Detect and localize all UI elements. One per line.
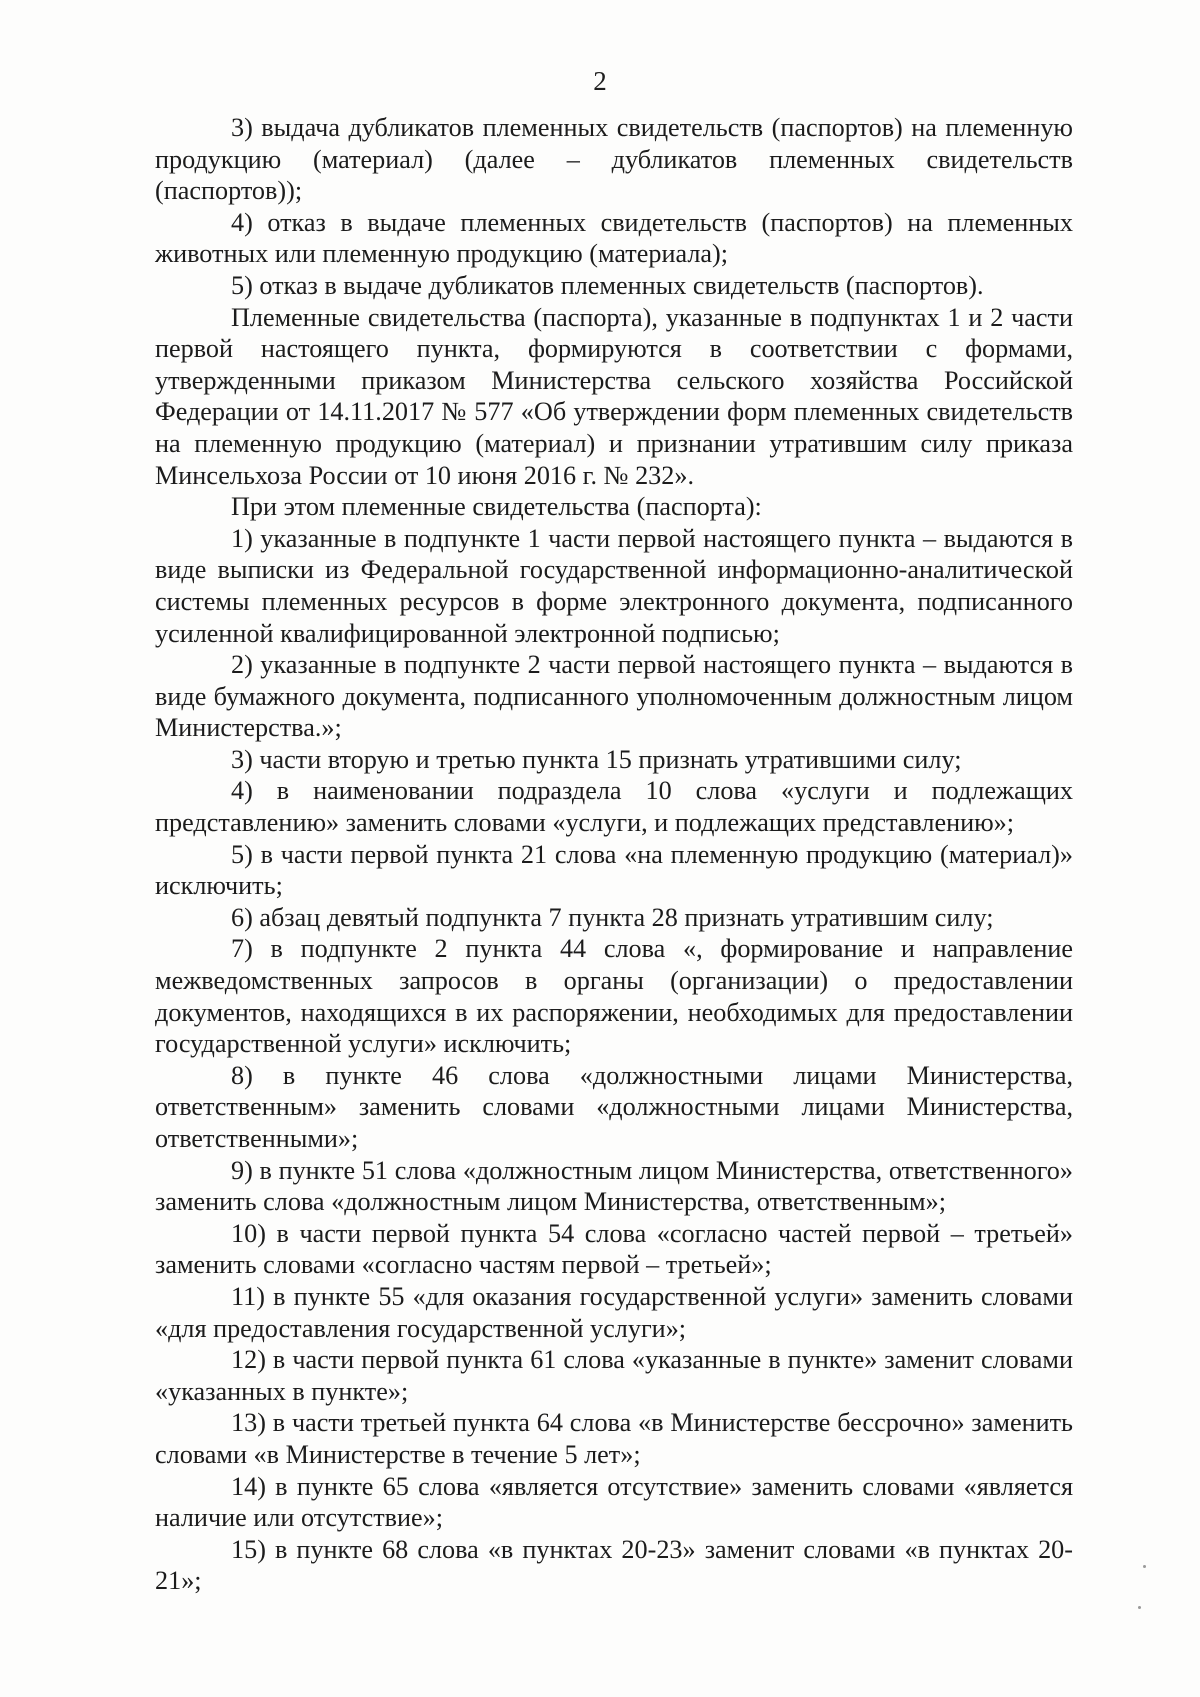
paragraph: 5) отказ в выдаче дубликатов племенных свидетельств (паспортов). <box>231 270 984 300</box>
paragraph: 15) в пункте 68 слова «в пунктах 20-23» заменит словами «в пунктах 20-21»; <box>155 1534 1073 1596</box>
paragraph: 3) части вторую и третью пункта 15 признать утратившими силу; <box>231 744 962 774</box>
document-body <box>155 112 1073 1597</box>
scan-artifact <box>1143 1565 1146 1568</box>
paragraph: 11) в пункте 55 «для оказания государственной услуги» заменить словами «для предоставления государственной услуги»; <box>155 1281 1073 1343</box>
paragraph: 2) указанные в подпункте 2 части первой настоящего пункта – выдаются в виде бумажного документа, подписанного уполномоченным должностным лицом Министерства.»; <box>155 650 1073 743</box>
paragraph: 5) в части первой пункта 21 слова «на племенную продукцию (материал)» исключить; <box>155 839 1073 901</box>
paragraph: 4) отказ в выдаче племенных свидетельств (паспортов) на племенных животных или племенную продукцию (материала); <box>155 207 1073 269</box>
scan-artifact <box>1138 1606 1141 1609</box>
paragraph: При этом племенные свидетельства (паспорта): <box>231 492 762 522</box>
paragraph: 14) в пункте 65 слова «является отсутствие» заменить словами «является наличие или отсутствие»; <box>155 1471 1073 1533</box>
paragraph: 4) в наименовании подраздела 10 слова «услуги и подлежащих представлению» заменить словами «услуги, и подлежащих представлению»; <box>155 776 1073 838</box>
paragraph: 12) в части первой пункта 61 слова «указанные в пункте» заменит словами «указанных в пункте»; <box>155 1345 1073 1406</box>
page-number: 2 <box>593 66 607 96</box>
paragraph: 9) в пункте 51 слова «должностным лицом Министерства, ответственного» заменить слова «должностным лицом Министерства, ответственным»; <box>155 1155 1073 1217</box>
paragraph: 6) абзац девятый подпункта 7 пункта 28 признать утратившим силу; <box>231 902 994 932</box>
paragraph: 7) в подпункте 2 пункта 44 слова «, формирование и направление межведомственных запросов в органы (организации) о предоставлении документов, находящихся в их распоряжении, необходимых для предоставлении государственной услуги» исключить; <box>155 934 1073 1059</box>
paragraph: Племенные свидетельства (паспорта), указанные в подпунктах 1 и 2 части первой настоящего пункта, формируются в соответствии с формами, утвержденными приказом Министерства сельского хозяйства Российской Федерации от 14.11.2017 № 577 «Об утверждении форм племенных свидетельств на племенную продукцию (материал) и признании утратившим силу приказа Минсельхоза России от 10 июня 2016 г. № 232». <box>155 302 1073 490</box>
paragraph: 3) выдача дубликатов племенных свидетельств (паспортов) на племенную продукцию (материал) (далее – дубликатов племенных свидетельств (паспортов)); <box>155 113 1073 206</box>
paragraph: 13) в части третьей пункта 64 слова «в Министерстве бессрочно» заменить словами «в Министерстве в течение 5 лет»; <box>155 1408 1073 1469</box>
paragraph: 1) указанные в подпункте 1 части первой настоящего пункта – выдаются в виде выписки из Федеральной государственной информационно-аналитической системы племенных ресурсов в форме электронного документа, подписанного усиленной квалифицированной электронной подписью; <box>155 523 1073 648</box>
paragraph: 8) в пункте 46 слова «должностными лицами Министерства, ответственным» заменить словами «должностными лицами Министерства, ответственными»; <box>155 1060 1073 1153</box>
paragraph: 10) в части первой пункта 54 слова «согласно частей первой – третьей» заменить словами «согласно частям первой – третьей»; <box>155 1218 1073 1280</box>
